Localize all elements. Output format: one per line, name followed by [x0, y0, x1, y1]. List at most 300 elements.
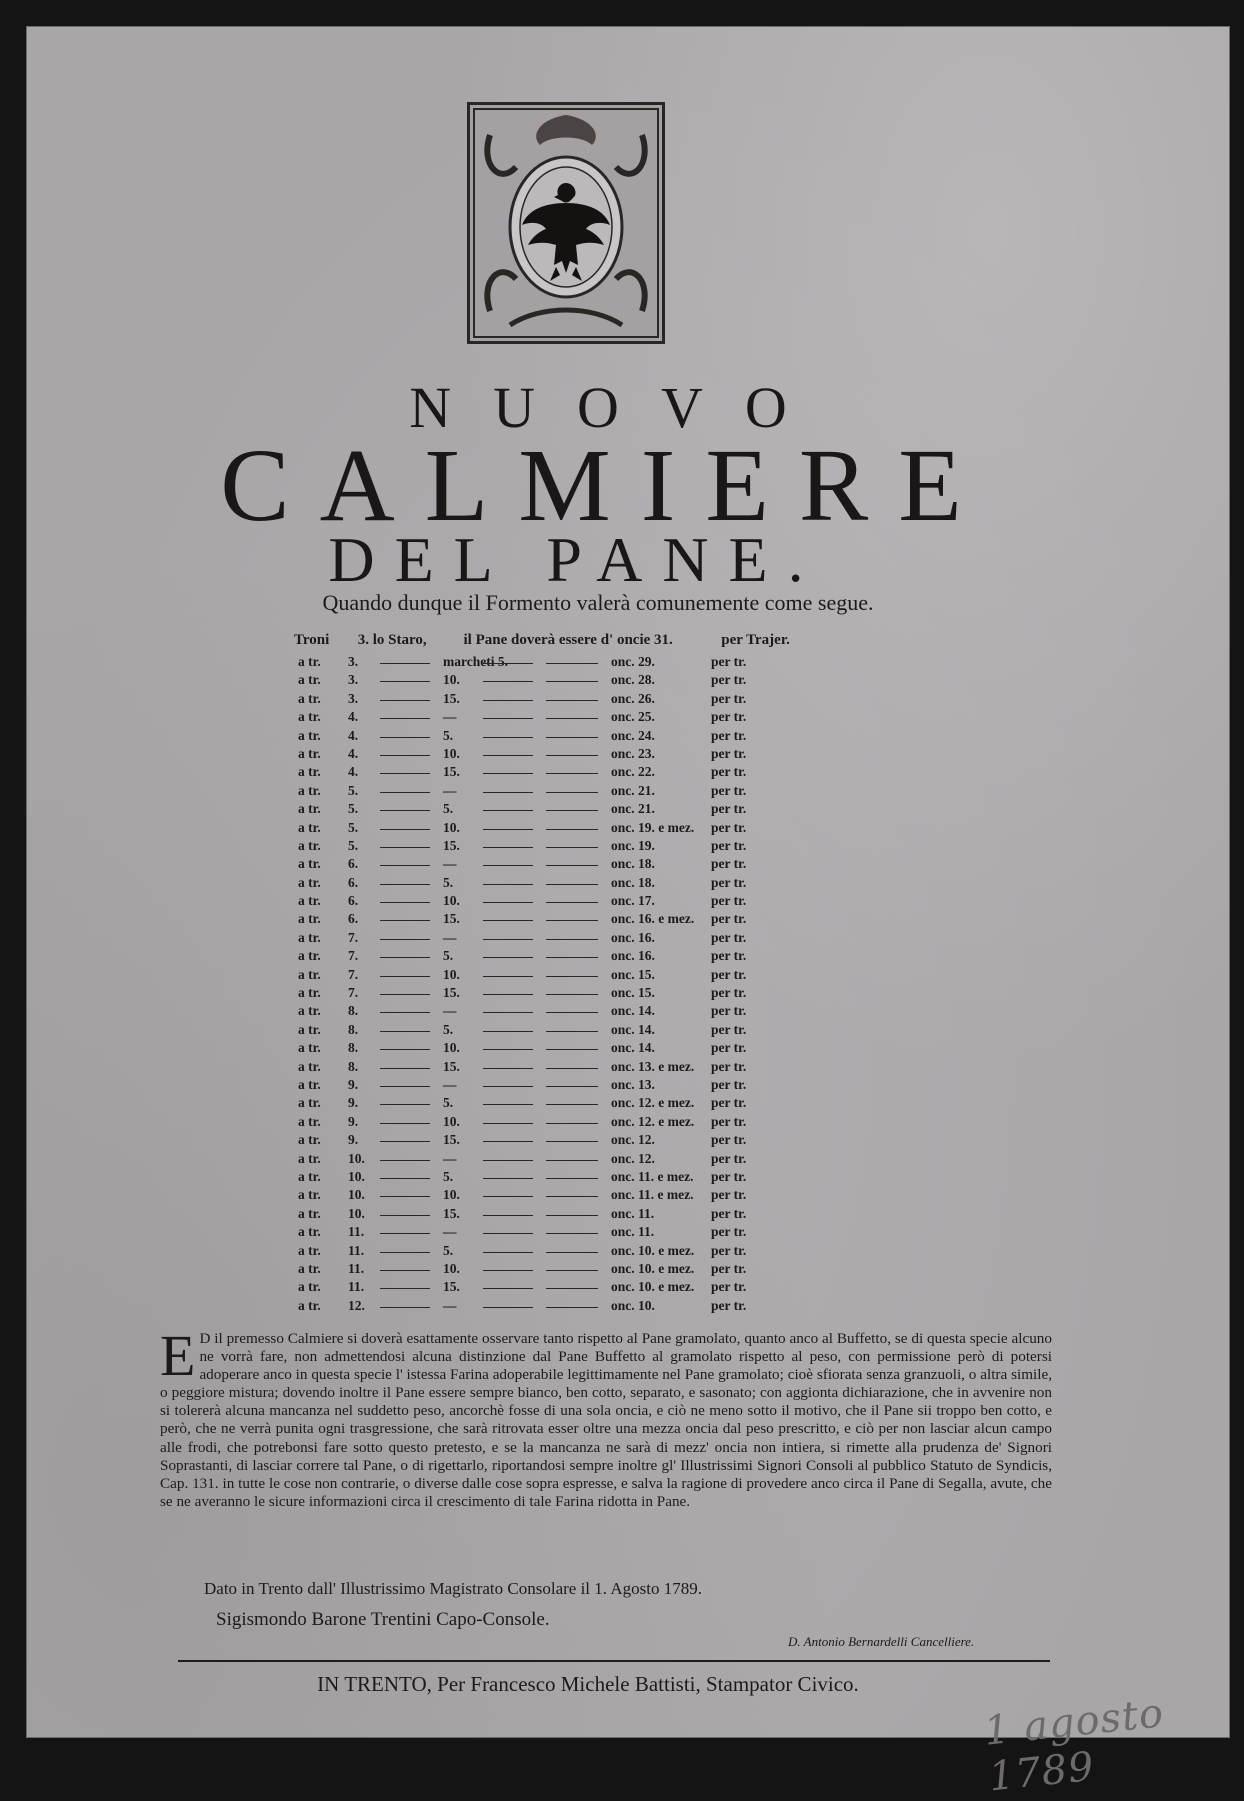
row-dash — [380, 1123, 430, 1124]
chancellor-line: D. Antonio Bernardelli Cancelliere. — [788, 1634, 975, 1649]
row-oncie: onc. 10. e mez. — [611, 1260, 695, 1276]
row-per-tr: per tr. — [711, 929, 747, 945]
row-a-tr: a tr. — [298, 911, 321, 927]
row-per-tr: per tr. — [711, 1297, 747, 1313]
row-dash — [483, 718, 533, 719]
coat-of-arms-emblem — [467, 102, 665, 344]
row-dash — [546, 1307, 598, 1308]
row-per-tr: per tr. — [711, 1242, 747, 1258]
row-troni: 10. — [348, 1168, 365, 1184]
row-a-tr: a tr. — [298, 1021, 321, 1037]
row-dash — [380, 1049, 430, 1050]
row-dash — [483, 1196, 533, 1197]
row-a-tr: a tr. — [298, 1187, 321, 1203]
row-dash — [483, 829, 533, 830]
row-troni: 5. — [348, 801, 359, 817]
row-marcheti: 15. — [443, 764, 460, 780]
row-troni: 9. — [348, 1095, 359, 1111]
row-oncie: onc. 22. — [611, 764, 655, 780]
row-oncie: onc. 15. — [611, 985, 655, 1001]
row-dash — [380, 829, 430, 830]
row-a-tr: a tr. — [298, 948, 321, 964]
row-dash — [483, 773, 533, 774]
row-a-tr: a tr. — [298, 1205, 321, 1221]
row-troni: 5. — [348, 837, 359, 853]
row-oncie: onc. 16. — [611, 948, 655, 964]
row-per-tr: per tr. — [711, 837, 747, 853]
row-per-tr: per tr. — [711, 801, 747, 817]
row-a-tr: a tr. — [298, 764, 321, 780]
row-dash — [546, 847, 598, 848]
row-oncie: onc. 19. e mez. — [611, 819, 695, 835]
row-oncie: onc. 15. — [611, 966, 655, 982]
row-dash — [546, 1288, 598, 1289]
row-dash — [483, 1141, 533, 1142]
row-troni: 10. — [348, 1205, 365, 1221]
row-per-tr: per tr. — [711, 1168, 747, 1184]
row-troni: 5. — [348, 819, 359, 835]
row-marcheti: 5. — [443, 948, 454, 964]
row-a-tr: a tr. — [298, 1224, 321, 1240]
row-dash — [546, 884, 598, 885]
header-troni: Troni — [294, 632, 330, 648]
row-dash — [483, 700, 533, 701]
subtitle: Quando dunque il Formento valerà comunemente come segue. — [322, 590, 874, 615]
row-a-tr: a tr. — [298, 1076, 321, 1092]
row-dash — [546, 1049, 598, 1050]
row-dash — [380, 920, 430, 921]
row-troni: 7. — [348, 985, 359, 1001]
row-marcheti: 5. — [443, 801, 454, 817]
row-dash — [546, 1068, 598, 1069]
row-marcheti: — — [443, 856, 457, 872]
row-oncie: onc. 21. — [611, 801, 655, 817]
row-per-tr: per tr. — [711, 893, 747, 909]
row-per-tr: per tr. — [711, 856, 747, 872]
row-troni: 6. — [348, 911, 359, 927]
row-dash — [546, 1141, 598, 1142]
row-dash — [483, 810, 533, 811]
row-marcheti: 5. — [443, 874, 454, 890]
row-troni: 10. — [348, 1150, 365, 1166]
row-dash — [546, 976, 598, 977]
row-marcheti: 10. — [443, 1040, 460, 1056]
row-dash — [380, 1270, 430, 1271]
row-dash — [546, 1123, 598, 1124]
row-marcheti: 5. — [443, 1168, 454, 1184]
row-dash — [546, 920, 598, 921]
row-dash — [546, 755, 598, 756]
row-dash — [483, 976, 533, 977]
row-dash — [546, 1233, 598, 1234]
row-oncie: onc. 29. — [611, 654, 655, 669]
row-dash — [546, 700, 598, 701]
row-dash — [483, 1086, 533, 1087]
row-marcheti: — — [443, 1076, 457, 1092]
row-dash — [483, 1233, 533, 1234]
row-dash — [546, 1012, 598, 1013]
row-per-tr: per tr. — [711, 782, 747, 798]
row-dash — [483, 1270, 533, 1271]
row-dash — [546, 865, 598, 866]
row-per-tr: per tr. — [711, 911, 747, 927]
header-staro: 3. lo Staro, — [357, 632, 427, 648]
row-dash — [546, 681, 598, 682]
row-troni: 8. — [348, 1021, 359, 1037]
row-marcheti: 10. — [443, 819, 460, 835]
row-oncie: onc. 11. e mez. — [611, 1168, 694, 1184]
row-per-tr: per tr. — [711, 1187, 747, 1203]
handwritten-note: 1 agosto 1789 — [981, 1690, 1167, 1801]
row-dash — [380, 1252, 430, 1253]
row-dash — [380, 1104, 430, 1105]
row-troni: 3. — [348, 654, 359, 669]
row-troni: 4. — [348, 727, 359, 743]
row-per-tr: per tr. — [711, 1040, 747, 1056]
row-marcheti: 15. — [443, 1132, 460, 1148]
signer-line: Sigismondo Barone Trentini Capo-Console. — [216, 1609, 550, 1630]
row-dash — [546, 737, 598, 738]
row-dash — [546, 792, 598, 793]
row-troni: 6. — [348, 856, 359, 872]
row-oncie: onc. 28. — [611, 672, 655, 688]
row-a-tr: a tr. — [298, 1132, 321, 1148]
row-dash — [380, 755, 430, 756]
row-a-tr: a tr. — [298, 1297, 321, 1313]
row-dash — [546, 1031, 598, 1032]
row-dash — [380, 810, 430, 811]
row-per-tr: per tr. — [711, 1224, 747, 1240]
row-troni: 8. — [348, 1003, 359, 1019]
row-a-tr: a tr. — [298, 1113, 321, 1129]
row-oncie: onc. 25. — [611, 709, 655, 725]
row-marcheti: — — [443, 1150, 457, 1166]
row-per-tr: per tr. — [711, 1021, 747, 1037]
row-troni: 6. — [348, 893, 359, 909]
drop-cap: E — [160, 1323, 196, 1388]
row-dash — [483, 755, 533, 756]
row-dash — [483, 994, 533, 995]
row-marcheti: 10. — [443, 1113, 460, 1129]
row-a-tr: a tr. — [298, 1003, 321, 1019]
row-troni: 3. — [348, 672, 359, 688]
date-line: Dato in Trento dall' Illustrissimo Magistrato Consolare il 1. Agosto 1789. — [204, 1579, 702, 1598]
row-dash — [380, 718, 430, 719]
header-per-trajer: per Trajer. — [721, 632, 790, 648]
row-oncie: onc. 10. e mez. — [611, 1279, 695, 1295]
row-dash — [380, 773, 430, 774]
row-marcheti: 10. — [443, 1187, 460, 1203]
row-dash — [483, 902, 533, 903]
row-marcheti: 10. — [443, 672, 460, 688]
row-marcheti: 5. — [443, 727, 454, 743]
row-marcheti: 5. — [443, 1242, 454, 1258]
row-dash — [380, 792, 430, 793]
row-troni: 8. — [348, 1040, 359, 1056]
row-per-tr: per tr. — [711, 690, 747, 706]
row-oncie: onc. 10. e mez. — [611, 1242, 695, 1258]
row-troni: 11. — [348, 1260, 365, 1276]
row-dash — [380, 1160, 430, 1161]
row-dash — [483, 1123, 533, 1124]
row-marcheti: — — [443, 929, 457, 945]
row-dash — [483, 884, 533, 885]
row-oncie: onc. 26. — [611, 690, 655, 706]
row-a-tr: a tr. — [298, 1260, 321, 1276]
row-oncie: onc. 11. — [611, 1205, 655, 1221]
row-oncie: onc. 23. — [611, 745, 655, 761]
row-troni: 12. — [348, 1297, 365, 1313]
row-dash — [483, 663, 533, 664]
row-dash — [546, 957, 598, 958]
row-dash — [546, 1252, 598, 1253]
row-troni: 8. — [348, 1058, 359, 1074]
row-marcheti: — — [443, 1224, 457, 1240]
row-per-tr: per tr. — [711, 672, 747, 688]
row-marcheti: 15. — [443, 1205, 460, 1221]
row-a-tr: a tr. — [298, 801, 321, 817]
row-marcheti: — — [443, 782, 457, 798]
row-a-tr: a tr. — [298, 985, 321, 1001]
row-dash — [380, 957, 430, 958]
row-dash — [483, 920, 533, 921]
row-dash — [380, 865, 430, 866]
row-per-tr: per tr. — [711, 1003, 747, 1019]
row-per-tr: per tr. — [711, 1132, 747, 1148]
row-troni: 6. — [348, 874, 359, 890]
row-oncie: onc. 18. — [611, 856, 655, 872]
row-oncie: onc. 12. — [611, 1150, 655, 1166]
row-per-tr: per tr. — [711, 727, 747, 743]
row-dash — [546, 1086, 598, 1087]
row-a-tr: a tr. — [298, 893, 321, 909]
body-text: D il premesso Calmiere si doverà esattamente osservare tanto rispetto al Pane gramolato, quanto anco al Buffetto, se di questa specie alcuno ne vorrà fare, non admettendosi alcuna distinzione dal Pane Buffetto al gramolato rispetto al peso, con permissione però di potersi adoperare anco in questa specie l' istessa Farina adoperabile legittimamente nel Pane gramolato; cioè sfiorata senza granzuoli, o altra simile, o peggiore mistura; dovendo inoltre il Pane essere sempre bianco, ben cotto, separato, e sasonato; con aggionta dichiarazione, che in avvenire non si tolererà alcuna mancanza nel suddetto peso, ancorchè fosse di una sola oncia, e ciò ne meno sotto il motivo, che il Pane sii troppo ben cotto, e però, che ne verrà punita ogni trasgressione, che sarà ritrovata esser oltre una mezza oncia dal peso prescritto, e ciò per non lasciar alcun campo alle frodi, che potrebonsi fare sotto questo pretesto, e se la mancanza ne sarà di mezz' oncia non intiera, si rimette alla prudenza de' Signori Soprastanti, di lasciar correre tal Pane, o di rigettarlo, riportandosi sempre inoltre gl' Illustrissimi Signori Consoli al pubblico Statuto de Syndicis, Cap. 131. in tutte le cose non contrarie, o diverse dalle cose sopra espresse, e salva la ragione di provedere anco circa il Pane di Segalla, avute, che se ne averanno le sicure informazioni circa il crescimento di tale Farina ridotta in Pane. — [160, 1330, 1052, 1510]
row-dash — [546, 1104, 598, 1105]
row-troni: 7. — [348, 948, 359, 964]
row-a-tr: a tr. — [298, 1279, 321, 1295]
row-a-tr: a tr. — [298, 1040, 321, 1056]
row-per-tr: per tr. — [711, 985, 747, 1001]
row-dash — [380, 1307, 430, 1308]
row-oncie: onc. 12. — [611, 1132, 655, 1148]
row-oncie: onc. 10. — [611, 1297, 655, 1313]
row-a-tr: a tr. — [298, 819, 321, 835]
row-troni: 9. — [348, 1113, 359, 1129]
row-per-tr: per tr. — [711, 819, 747, 835]
row-dash — [483, 792, 533, 793]
row-oncie: onc. 12. e mez. — [611, 1113, 695, 1129]
eagle-icon — [470, 105, 662, 341]
title-calmiere: CALMIERE — [220, 428, 992, 543]
row-a-tr: a tr. — [298, 654, 321, 669]
row-troni: 3. — [348, 690, 359, 706]
row-dash — [483, 1049, 533, 1050]
row-dash — [483, 1160, 533, 1161]
row-dash — [483, 865, 533, 866]
row-dash — [380, 1288, 430, 1289]
row-dash — [546, 939, 598, 940]
row-oncie: onc. 17. — [611, 893, 655, 909]
divider-rule — [178, 1660, 1050, 1662]
row-dash — [483, 957, 533, 958]
printer-line: IN TRENTO, Per Francesco Michele Battisti, Stampator Civico. — [317, 1672, 859, 1696]
row-a-tr: a tr. — [298, 727, 321, 743]
row-dash — [380, 884, 430, 885]
row-marcheti: — — [443, 1003, 457, 1019]
row-per-tr: per tr. — [711, 1113, 747, 1129]
row-dash — [546, 994, 598, 995]
row-a-tr: a tr. — [298, 837, 321, 853]
row-dash — [380, 737, 430, 738]
row-dash — [483, 1178, 533, 1179]
row-dash — [380, 700, 430, 701]
row-per-tr: per tr. — [711, 966, 747, 982]
row-dash — [380, 1233, 430, 1234]
table-header — [294, 632, 790, 649]
header-pane: il Pane doverà essere d' oncie 31. — [463, 632, 673, 648]
row-per-tr: per tr. — [711, 745, 747, 761]
row-marcheti: 15. — [443, 1058, 460, 1074]
row-dash — [483, 1252, 533, 1253]
row-dash — [483, 1307, 533, 1308]
row-oncie: onc. 18. — [611, 874, 655, 890]
row-troni: 7. — [348, 966, 359, 982]
row-dash — [483, 737, 533, 738]
row-troni: 7. — [348, 929, 359, 945]
row-dash — [546, 1160, 598, 1161]
document-sheet — [26, 26, 1230, 1801]
row-per-tr: per tr. — [711, 1095, 747, 1111]
row-a-tr: a tr. — [298, 966, 321, 982]
row-dash — [546, 1178, 598, 1179]
row-dash — [380, 1141, 430, 1142]
row-per-tr: per tr. — [711, 1205, 747, 1221]
row-dash — [483, 681, 533, 682]
row-oncie: onc. 14. — [611, 1021, 655, 1037]
row-marcheti: 10. — [443, 745, 460, 761]
row-dash — [380, 847, 430, 848]
row-dash — [483, 847, 533, 848]
row-a-tr: a tr. — [298, 1168, 321, 1184]
row-dash — [380, 902, 430, 903]
row-dash — [380, 1215, 430, 1216]
row-per-tr: per tr. — [711, 1260, 747, 1276]
row-troni: 5. — [348, 782, 359, 798]
row-troni: 4. — [348, 745, 359, 761]
row-dash — [483, 1031, 533, 1032]
row-dash — [380, 976, 430, 977]
row-oncie: onc. 19. — [611, 837, 655, 853]
row-per-tr: per tr. — [711, 1058, 747, 1074]
title-nuovo: NUOVO — [409, 375, 829, 440]
row-oncie: onc. 12. e mez. — [611, 1095, 695, 1111]
row-a-tr: a tr. — [298, 1150, 321, 1166]
row-a-tr: a tr. — [298, 1242, 321, 1258]
row-dash — [483, 1012, 533, 1013]
row-dash — [380, 1086, 430, 1087]
row-marcheti: — — [443, 709, 457, 725]
row-a-tr: a tr. — [298, 874, 321, 890]
row-dash — [380, 663, 430, 664]
row-marcheti: 5. — [443, 1021, 454, 1037]
row-dash — [483, 1288, 533, 1289]
row-dash — [483, 939, 533, 940]
row-dash — [380, 939, 430, 940]
row-per-tr: per tr. — [711, 764, 747, 780]
row-marcheti: marcheti 5. — [443, 654, 508, 669]
row-marcheti: 10. — [443, 893, 460, 909]
row-oncie: onc. 24. — [611, 727, 655, 743]
row-marcheti: 5. — [443, 1095, 454, 1111]
row-dash — [546, 663, 598, 664]
row-dash — [546, 1196, 598, 1197]
row-troni: 9. — [348, 1076, 359, 1092]
row-dash — [546, 829, 598, 830]
row-dash — [380, 1178, 430, 1179]
row-oncie: onc. 14. — [611, 1040, 655, 1056]
row-marcheti: 15. — [443, 985, 460, 1001]
row-per-tr: per tr. — [711, 709, 747, 725]
row-dash — [380, 1068, 430, 1069]
row-dash — [546, 1215, 598, 1216]
row-marcheti: 15. — [443, 1279, 460, 1295]
row-marcheti: — — [443, 1297, 457, 1313]
row-dash — [483, 1104, 533, 1105]
row-per-tr: per tr. — [711, 874, 747, 890]
row-dash — [380, 1031, 430, 1032]
row-per-tr: per tr. — [711, 1150, 747, 1166]
row-troni: 11. — [348, 1242, 365, 1258]
row-a-tr: a tr. — [298, 856, 321, 872]
row-oncie: onc. 11. — [611, 1224, 655, 1240]
row-oncie: onc. 21. — [611, 782, 655, 798]
row-a-tr: a tr. — [298, 745, 321, 761]
row-oncie: onc. 13. e mez. — [611, 1058, 695, 1074]
row-dash — [546, 1270, 598, 1271]
row-a-tr: a tr. — [298, 709, 321, 725]
row-marcheti: 10. — [443, 966, 460, 982]
row-troni: 4. — [348, 709, 359, 725]
row-dash — [380, 681, 430, 682]
row-troni: 10. — [348, 1187, 365, 1203]
row-marcheti: 15. — [443, 690, 460, 706]
row-oncie: onc. 13. — [611, 1076, 655, 1092]
row-per-tr: per tr. — [711, 948, 747, 964]
row-a-tr: a tr. — [298, 690, 321, 706]
row-a-tr: a tr. — [298, 782, 321, 798]
row-oncie: onc. 14. — [611, 1003, 655, 1019]
row-dash — [546, 902, 598, 903]
row-per-tr: per tr. — [711, 654, 747, 669]
row-troni: 9. — [348, 1132, 359, 1148]
row-dash — [546, 773, 598, 774]
row-dash — [483, 1215, 533, 1216]
row-a-tr: a tr. — [298, 929, 321, 945]
row-dash — [546, 810, 598, 811]
row-marcheti: 15. — [443, 911, 460, 927]
row-troni: 11. — [348, 1279, 365, 1295]
row-oncie: onc. 16. — [611, 929, 655, 945]
row-a-tr: a tr. — [298, 1058, 321, 1074]
row-dash — [546, 718, 598, 719]
row-dash — [380, 1012, 430, 1013]
row-marcheti: 15. — [443, 837, 460, 853]
row-oncie: onc. 11. e mez. — [611, 1187, 694, 1203]
row-per-tr: per tr. — [711, 1076, 747, 1092]
row-per-tr: per tr. — [711, 1279, 747, 1295]
body-paragraph — [160, 1323, 1052, 1511]
row-marcheti: 10. — [443, 1260, 460, 1276]
